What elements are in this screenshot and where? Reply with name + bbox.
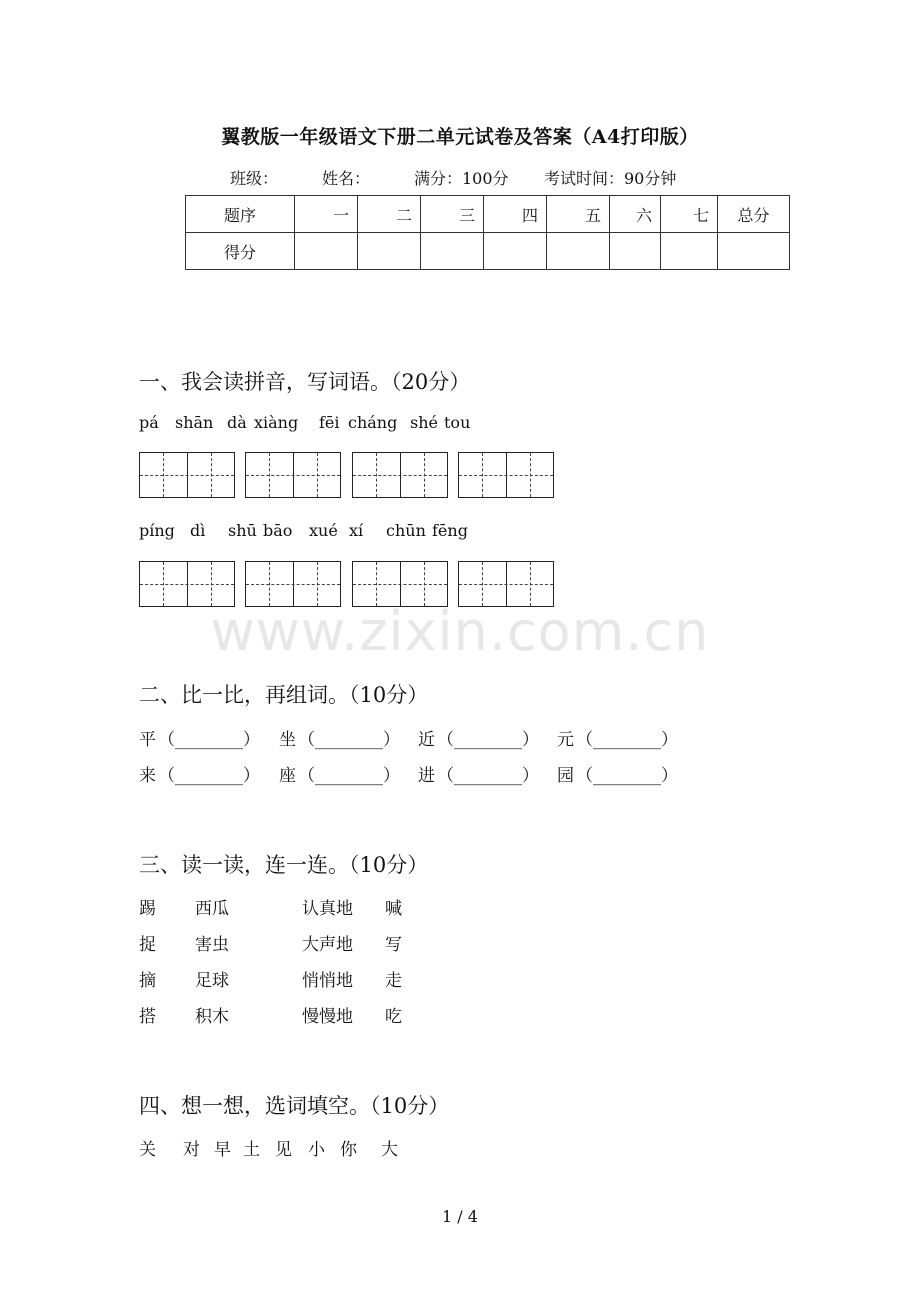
word-option: 关 bbox=[139, 1140, 156, 1160]
word-option: 你 bbox=[340, 1140, 357, 1160]
compare-char: 平 bbox=[139, 730, 156, 750]
match-word: 搭 bbox=[139, 1007, 156, 1027]
word-option: 土 bbox=[243, 1140, 260, 1160]
pinyin: dì bbox=[190, 521, 206, 540]
match-word: 踢 bbox=[139, 899, 156, 919]
compare-char: 进 bbox=[418, 766, 435, 786]
word-option: 大 bbox=[381, 1140, 398, 1160]
answer-blank[interactable]: （________） bbox=[158, 730, 260, 750]
match-word: 喊 bbox=[385, 899, 402, 919]
match-word: 西瓜 bbox=[195, 899, 229, 919]
score-cell bbox=[661, 233, 718, 270]
match-word: 写 bbox=[385, 935, 402, 955]
page-title: 翼教版一年级语文下册二单元试卷及答案（A4打印版） bbox=[221, 126, 699, 148]
compare-char: 座 bbox=[279, 766, 296, 786]
score-table-header-row bbox=[186, 196, 790, 233]
pinyin: shé bbox=[410, 413, 438, 432]
score-table bbox=[185, 195, 790, 270]
compare-char: 元 bbox=[557, 730, 574, 750]
match-word: 积木 bbox=[195, 1007, 229, 1027]
compare-char: 坐 bbox=[279, 730, 296, 750]
answer-blank[interactable]: （________） bbox=[158, 766, 260, 786]
word-option: 见 bbox=[275, 1140, 292, 1160]
watermark: www.zixin.com.cn bbox=[210, 600, 710, 663]
answer-blank[interactable]: （________） bbox=[437, 730, 539, 750]
answer-blank[interactable]: （________） bbox=[576, 766, 678, 786]
section2-heading: 二、比一比，再组词。（10分） bbox=[139, 683, 429, 707]
score-table-score-row bbox=[186, 233, 790, 270]
exam-time-label: 考试时间：90分钟 bbox=[544, 169, 677, 188]
answer-blank[interactable]: （________） bbox=[298, 730, 400, 750]
answer-blank[interactable]: （________） bbox=[298, 766, 400, 786]
score-cell bbox=[610, 233, 661, 270]
section1-pinyin-row-2 bbox=[0, 521, 920, 543]
pinyin: fēng bbox=[432, 521, 468, 540]
word-option: 早 bbox=[214, 1140, 231, 1160]
pinyin: bāo bbox=[263, 521, 293, 540]
compare-char: 园 bbox=[557, 766, 574, 786]
full-score-label: 满分：100分 bbox=[414, 169, 509, 188]
score-cell bbox=[718, 233, 790, 270]
word-option: 对 bbox=[183, 1140, 200, 1160]
pinyin: xué bbox=[309, 521, 338, 540]
class-label: 班级： bbox=[230, 169, 279, 188]
pinyin: shān bbox=[175, 413, 214, 432]
score-cell bbox=[421, 233, 484, 270]
score-cell bbox=[547, 233, 610, 270]
score-header-cell: 总分 bbox=[718, 196, 790, 233]
match-word: 捉 bbox=[139, 935, 156, 955]
pinyin: cháng bbox=[348, 413, 398, 432]
pinyin: shū bbox=[228, 521, 257, 540]
pinyin: xiàng bbox=[254, 413, 299, 432]
score-header-cell: 四 bbox=[484, 196, 547, 233]
writing-grid[interactable] bbox=[352, 452, 448, 498]
compare-char: 来 bbox=[139, 766, 156, 786]
match-word: 足球 bbox=[195, 971, 229, 991]
page-number: 1 / 4 bbox=[442, 1207, 478, 1226]
answer-blank[interactable]: （________） bbox=[437, 766, 539, 786]
section4-heading: 四、想一想，选词填空。（10分） bbox=[139, 1094, 450, 1118]
score-cell bbox=[358, 233, 421, 270]
score-header-cell: 题序 bbox=[186, 196, 295, 233]
pinyin: tou bbox=[444, 413, 471, 432]
pinyin: xí bbox=[349, 521, 364, 540]
match-word: 吃 bbox=[385, 1007, 402, 1027]
match-word: 大声地 bbox=[302, 935, 353, 955]
score-header-cell: 六 bbox=[610, 196, 661, 233]
match-word: 慢慢地 bbox=[302, 1007, 353, 1027]
pinyin: dà bbox=[227, 413, 247, 432]
score-header-cell: 五 bbox=[547, 196, 610, 233]
writing-grid[interactable] bbox=[245, 452, 341, 498]
section1-pinyin-row-1 bbox=[0, 413, 920, 435]
match-word: 走 bbox=[385, 971, 402, 991]
score-header-cell: 二 bbox=[358, 196, 421, 233]
section3-heading: 三、读一读，连一连。（10分） bbox=[139, 853, 429, 877]
pinyin: chūn bbox=[386, 521, 426, 540]
score-cell bbox=[484, 233, 547, 270]
writing-grid[interactable] bbox=[458, 452, 554, 498]
score-header-cell: 一 bbox=[295, 196, 358, 233]
answer-blank[interactable]: （________） bbox=[576, 730, 678, 750]
name-label: 姓名： bbox=[322, 169, 371, 188]
score-header-cell: 三 bbox=[421, 196, 484, 233]
score-header-cell: 七 bbox=[661, 196, 718, 233]
score-cell bbox=[295, 233, 358, 270]
writing-grid[interactable] bbox=[139, 452, 235, 498]
pinyin: píng bbox=[139, 521, 175, 540]
section1-heading: 一、我会读拼音，写词语。（20分） bbox=[139, 370, 471, 394]
compare-char: 近 bbox=[418, 730, 435, 750]
match-word: 认真地 bbox=[302, 899, 353, 919]
match-word: 摘 bbox=[139, 971, 156, 991]
pinyin: pá bbox=[139, 413, 159, 432]
score-row-label: 得分 bbox=[186, 233, 295, 270]
match-word: 悄悄地 bbox=[302, 971, 353, 991]
match-word: 害虫 bbox=[195, 935, 229, 955]
word-option: 小 bbox=[308, 1140, 325, 1160]
pinyin: fēi bbox=[319, 413, 340, 432]
